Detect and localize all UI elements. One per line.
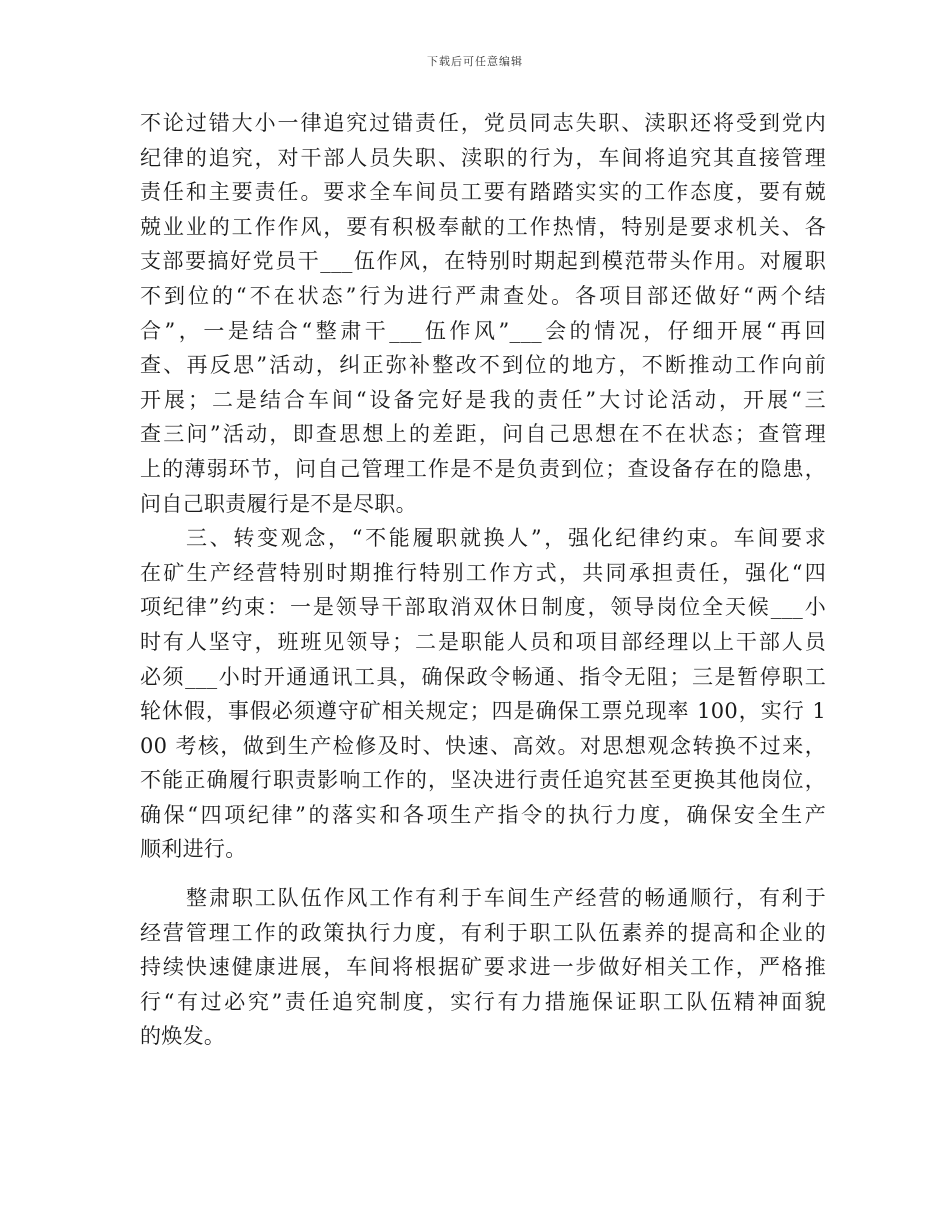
text-line: 开展；二是结合车间“设备完好是我的责任”大讨论活动，开展“三 <box>140 387 826 412</box>
text-line: 纪律的追究，对干部人员失职、渎职的行为，车间将追究其直接管理 <box>140 145 826 170</box>
text-line: 整肃职工队伍作风工作有利于车间生产经营的畅通顺行，有利于 <box>186 886 826 911</box>
text-line: 经营管理工作的政策执行力度，有利于职工队伍素养的提高和企业的 <box>140 920 826 945</box>
text-line: 查、再反思”活动，纠正弥补整改不到位的地方，不断推动工作向前 <box>140 353 826 378</box>
text-line: 项纪律”约束：一是领导干部取消双休日制度，领导岗位全天候___小 <box>140 595 826 620</box>
text-line: 上的薄弱环节，问自己管理工作是不是负责到位；查设备存在的隐患， <box>140 456 826 481</box>
text-line: 确保“四项纪律”的落实和各项生产指令的执行力度，确保安全生产 <box>140 802 826 827</box>
text-line: 不能正确履行职责影响工作的，坚决进行责任追究甚至更换其他岗位， <box>140 768 826 793</box>
text-line: 00 考核，做到生产检修及时、快速、高效。对思想观念转换不过来， <box>140 733 826 758</box>
text-line: 轮休假，事假必须遵守矿相关规定；四是确保工票兑现率 100，实行 1 <box>140 699 826 724</box>
text-line: 必须___小时开通通讯工具，确保政令畅通、指令无阻；三是暂停职工 <box>140 664 826 689</box>
text-line: 持续快速健康进展，车间将根据矿要求进一步做好相关工作，严格推 <box>140 955 826 980</box>
text-line: 顺利进行。 <box>140 837 247 862</box>
paragraph <box>140 521 826 867</box>
text-line: 三、转变观念，“不能履职就换人”，强化纪律约束。车间要求 <box>186 526 826 551</box>
paragraph <box>140 881 826 1054</box>
text-line: 责任和主要责任。要求全车间员工要有踏踏实实的工作态度，要有兢 <box>140 180 826 205</box>
header-note: 下载后可任意编辑 <box>427 55 523 68</box>
text-line: 的焕发。 <box>140 1024 226 1049</box>
text-line: 不论过错大小一律追究过错责任，党员同志失职、渎职还将受到党内 <box>140 111 826 135</box>
text-line: 合”，一是结合“整肃干___伍作风”___会的情况，仔细开展“再回 <box>140 318 826 343</box>
text-line: 在矿生产经营特别时期推行特别工作方式，共同承担责任，强化“四 <box>140 560 826 585</box>
text-line: 兢业业的工作作风，要有积极奉献的工作热情，特别是要求机关、各 <box>140 214 826 239</box>
text-line: 不到位的“不在状态”行为进行严肃查处。各项目部还做好“两个结 <box>140 283 826 308</box>
text-line: 问自己职责履行是不是尽职。 <box>140 491 417 516</box>
text-line: 支部要搞好党员干___伍作风，在特别时期起到模范带头作用。对履职 <box>140 249 826 274</box>
text-line: 查三问”活动，即查思想上的差距，问自己思想在不在状态；查管理 <box>140 422 826 447</box>
document-body <box>140 106 826 1054</box>
text-line: 时有人坚守，班班见领导；二是职能人员和项目部经理以上干部人员 <box>140 629 826 654</box>
text-line: 行“有过必究”责任追究制度，实行有力措施保证职工队伍精神面貌 <box>140 989 826 1014</box>
paragraph-spacer <box>140 867 826 881</box>
paragraph <box>140 106 826 521</box>
